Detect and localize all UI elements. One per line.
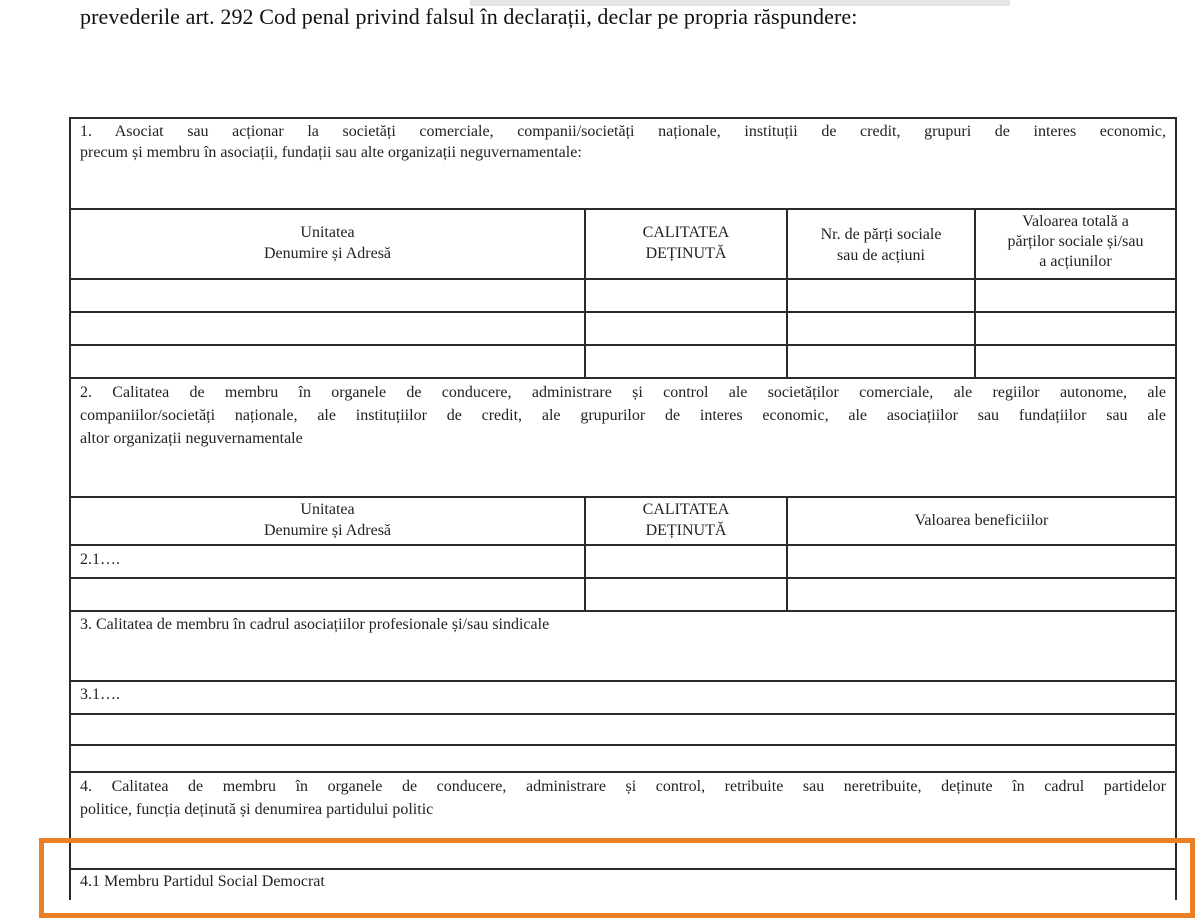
s2-col-unit-header: Unitatea Denumire și Adresă (263, 501, 392, 539)
section-1-heading-line-1: 1. Asociat sau acționar la societăți comerciale, companii/societăți naționale, instituții de credit, grupuri de interes economic, (80, 123, 1166, 140)
s2-row-label: 2.1…. (80, 551, 120, 568)
section-4-heading-line-2: politice, funcția deținută și denumirea partidului politic (80, 801, 434, 818)
section-2-heading-line-3: altor organizații neguvernamentale (80, 430, 303, 447)
s1-col-value-header: Valoarea totală a părților sociale și/sau a acțiunilor (1007, 213, 1144, 270)
s1-col-quality-header: CALITATEA DEȚINUTĂ (642, 224, 730, 262)
s3-row-label: 3.1…. (80, 686, 120, 703)
section-1-heading-line-2: precum și membru în asociații, fundații sau alte organizații neguvernamentale: (80, 144, 582, 161)
section-4-heading-line-1: 4. Calitatea de membru în organele de conducere, administrare și control, retribuite sau neretribuite, deținute în cadrul partidelor (80, 778, 1166, 795)
intro-statement: prevederile art. 292 Cod penal privind falsul în declarații, declar pe propria răspundere: (80, 4, 858, 29)
section-3-heading: 3. Calitatea de membru în cadrul asociațiilor profesionale și/sau sindicale (80, 616, 550, 633)
section-2-heading-line-2: companiilor/societăți naționale, ale instituțiilor de credit, ale grupurilor de interes economic, ale asociațiilor sau fundațiilor sau ale (80, 407, 1166, 424)
s1-col-unit-header: Unitatea Denumire și Adresă (263, 224, 392, 262)
s2-col-quality-header: CALITATEA DEȚINUTĂ (642, 501, 730, 539)
section-2-heading-line-1: 2. Calitatea de membru în organele de conducere, administrare și control ale societăților comerciale, ale regiilor autonome, ale (80, 384, 1166, 401)
s4-row-label: 4.1 Membru Partidul Social Democrat (80, 873, 325, 890)
s1-col-shares-header: Nr. de părți sociale sau de acțiuni (820, 226, 942, 264)
s2-col-benefits-header: Valoarea beneficiilor (914, 512, 1049, 529)
